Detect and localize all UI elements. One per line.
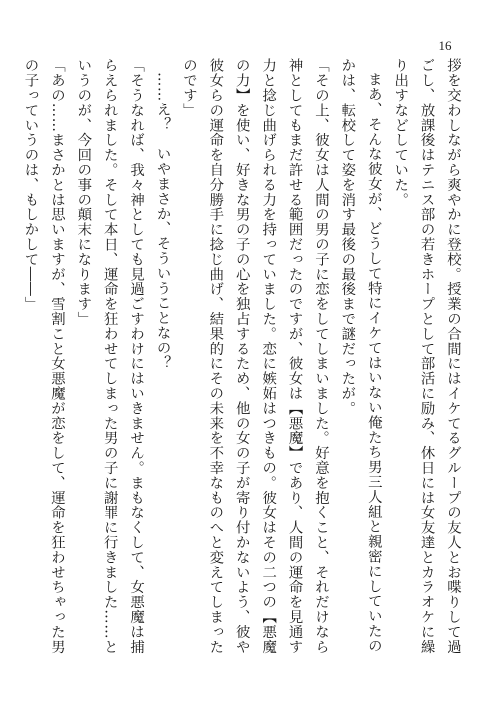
text-line: いうのが、今回の事の顛末になります」: [75, 58, 92, 327]
text-line: ごし、放課後はテニス部の若きホープとして部活に励み、休日には女友達とカラオケに繰: [418, 58, 435, 654]
text-line: 「あの……まさかとは思いますが、雪割こと女悪魔が恋をして、運命を狂わせちゃった男: [48, 58, 65, 654]
text-line: の力】を使い、好きな男の子の心を独占するため、他の女の子が寄り付かないよう、彼や: [233, 58, 250, 654]
text-line: 「その上、彼女は人間の男の子に恋をしてしまいました。好意を抱くこと、それだけなら: [312, 58, 329, 654]
text-line: 「そうなれば、我々神としても見過ごすわけにはいきません。まもなくして、女悪魔は捕: [128, 58, 145, 654]
text-line: 拶を交わしながら爽やかに登校。授業の合間にはイケてるグループの友人とお喋りして過: [445, 58, 461, 654]
vertical-text-body: [22, 58, 466, 658]
text-line: まあ、そんな彼女が、どうして特にイケてはいない俺たち男三人組と親密にしていたの: [365, 72, 382, 654]
text-line: らえられました。そして本日、運命を狂わせてしまった男の子に謝罪に行きました……と: [101, 58, 118, 654]
text-line: 彼女らの運命を自分勝手に捻じ曲げ、結果的にその未来を不幸なものへと変えてしまった: [207, 58, 224, 654]
text-line: 力と捻じ曲げられる力を持っていました。恋に嫉妬はつきもの。彼女はその二つの【悪魔: [260, 58, 277, 654]
text-line: り出すなどしていた。: [392, 58, 409, 207]
page-number: 16: [438, 38, 452, 53]
text-line: 神としてもまだ許せる範囲だったのですが、彼女は【悪魔】であり、人間の運命を見通す: [286, 58, 303, 654]
text-line: かは、転校して姿を消す最後の最後まで謎だったが。: [339, 58, 356, 416]
text-line: ……え？ いやまさか、そういうことなの？: [154, 72, 171, 371]
text-line: の子っていうのは、もしかして――」: [22, 58, 39, 312]
text-line: のです」: [180, 58, 197, 118]
